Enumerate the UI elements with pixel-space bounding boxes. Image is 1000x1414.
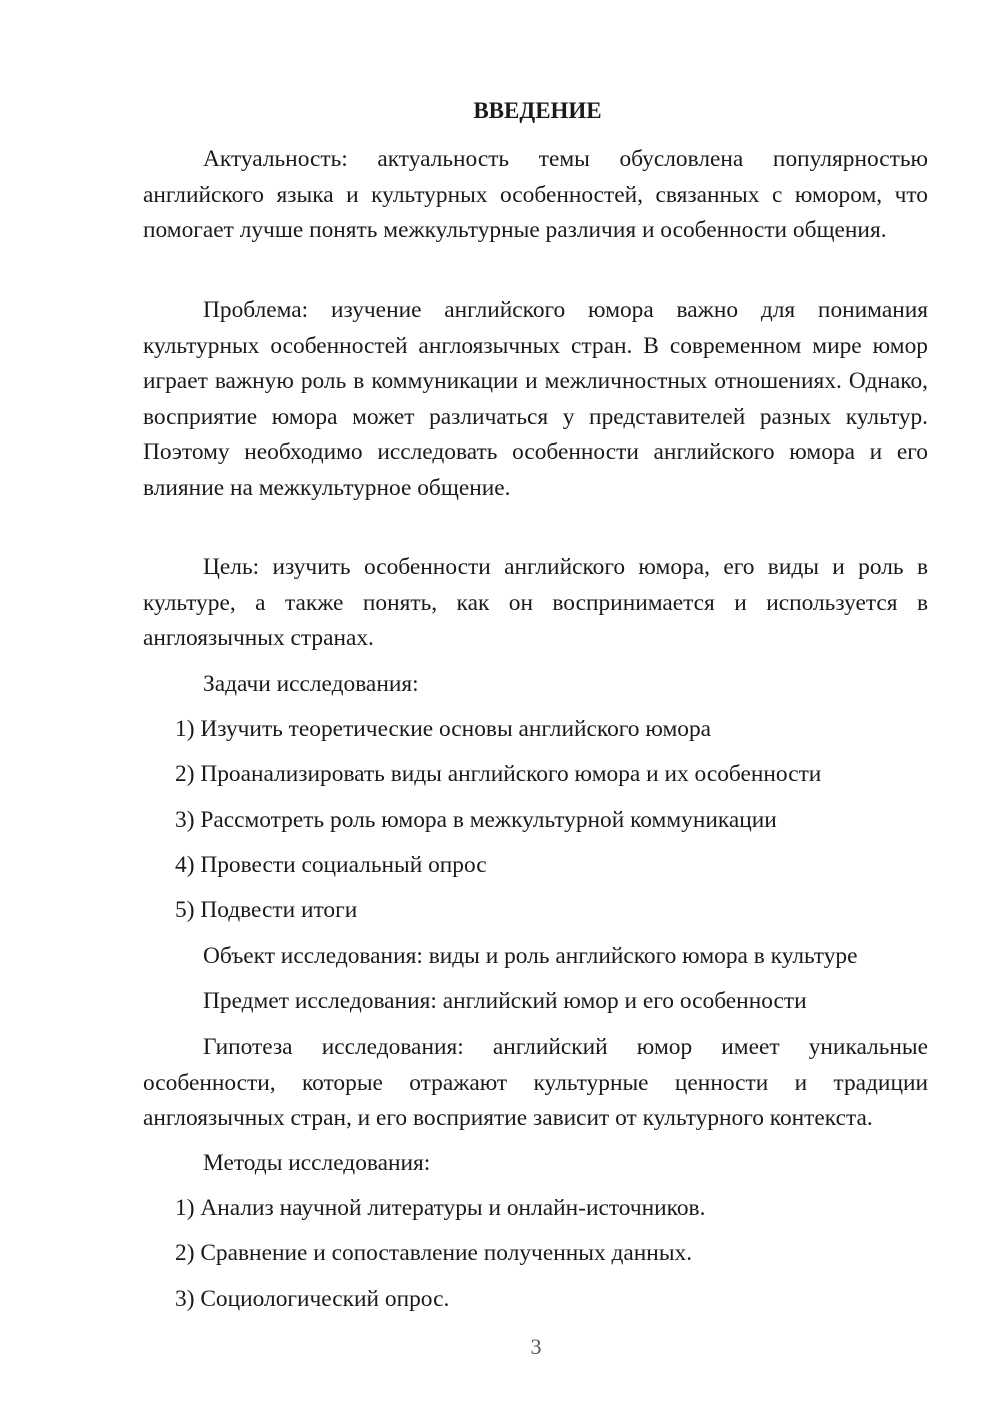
object-line: Объект исследования: виды и роль английского юмора в культуре — [203, 943, 858, 969]
task-item: 5) Подвести итоги — [175, 897, 358, 923]
method-item: 2) Сравнение и сопоставление полученных данных. — [175, 1240, 693, 1266]
subject-line: Предмет исследования: английский юмор и его особенности — [203, 988, 807, 1014]
hypothesis-paragraph: Гипотеза исследования: английский юмор имеет уникальные особенности, которые отражают культурные ценности и традиции англоязычных стран, и его восприятие зависит от культурного контекста. — [143, 1034, 928, 1131]
goal-paragraph: Цель: изучить особенности английского юмора, его виды и роль в культуре, а также понять, как он воспринимается и используется в англоязычных странах. — [143, 554, 928, 651]
method-item: 3) Социологический опрос. — [175, 1286, 450, 1312]
tasks-heading: Задачи исследования: — [203, 671, 419, 697]
methods-heading: Методы исследования: — [203, 1150, 431, 1176]
page-number: 3 — [530, 1334, 542, 1359]
task-item: 1) Изучить теоретические основы английского юмора — [175, 716, 712, 742]
page-title: ВВЕДЕНИЕ — [473, 98, 602, 123]
task-item: 4) Провести социальный опрос — [175, 852, 487, 878]
task-item: 3) Рассмотреть роль юмора в межкультурной коммуникации — [175, 807, 777, 833]
problem-paragraph: Проблема: изучение английского юмора важно для понимания культурных особенностей англоязычных стран. В современном мире юмор играет важную роль в коммуникации и межличностных отношениях. Однако, восприятие юмора может различаться у представителей разных культур. Поэтому необходимо исследовать особенности английского юмора и его влияние на межкультурное общение. — [143, 297, 928, 501]
method-item: 1) Анализ научной литературы и онлайн-источников. — [175, 1195, 706, 1221]
task-item: 2) Проанализировать виды английского юмора и их особенности — [175, 761, 822, 787]
relevance-paragraph: Актуальность: актуальность темы обусловлена популярностью английского языка и культурных особенностей, связанных с юмором, что помогает лучше понять межкультурные различия и особенности общения. — [143, 146, 928, 243]
